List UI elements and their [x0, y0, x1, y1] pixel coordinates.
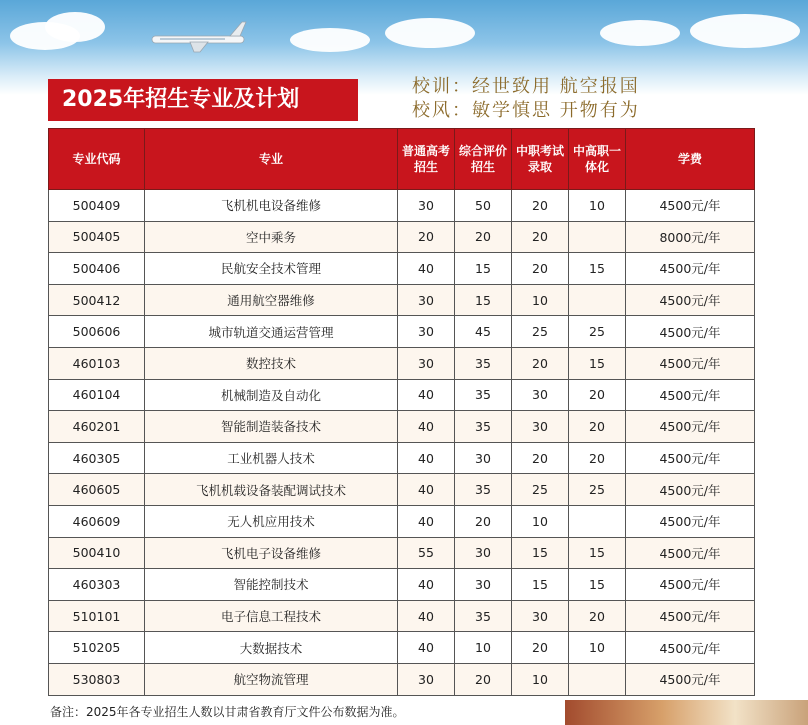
tuition-cell: 4500元/年 [626, 600, 755, 632]
code-cell: 500410 [49, 537, 145, 569]
gaokao-cell: 30 [398, 663, 455, 695]
page-title: 2025年招生专业及计划 [48, 79, 358, 121]
table-row [49, 190, 755, 222]
major-cell: 城市轨道交通运营管理 [145, 316, 398, 348]
table-row [49, 632, 755, 664]
cloud [290, 28, 370, 52]
footnote: 备注：2025年各专业招生人数以甘肃省教育厅文件公布数据为准。 [50, 705, 405, 719]
vocational-cell: 25 [512, 316, 569, 348]
gaokao-cell: 30 [398, 284, 455, 316]
tuition-cell: 4500元/年 [626, 569, 755, 601]
tuition-cell: 4500元/年 [626, 253, 755, 285]
major-cell: 电子信息工程技术 [145, 600, 398, 632]
integrated-cell: 20 [569, 379, 626, 411]
table-row [49, 347, 755, 379]
major-cell: 民航安全技术管理 [145, 253, 398, 285]
cloud [600, 20, 680, 46]
tuition-cell: 4500元/年 [626, 190, 755, 222]
code-cell: 460103 [49, 347, 145, 379]
header-code: 专业代码 [49, 129, 145, 190]
gaokao-cell: 30 [398, 190, 455, 222]
integrated-cell [569, 221, 626, 253]
tuition-cell: 4500元/年 [626, 379, 755, 411]
major-cell: 通用航空器维修 [145, 284, 398, 316]
table-body [49, 190, 755, 696]
tuition-cell: 4500元/年 [626, 347, 755, 379]
gaokao-cell: 20 [398, 221, 455, 253]
integrated-cell [569, 505, 626, 537]
comprehensive-cell: 30 [455, 442, 512, 474]
cloud [45, 12, 105, 42]
enrollment-plan-table [48, 128, 755, 696]
cloud [690, 14, 800, 48]
gaokao-cell: 40 [398, 632, 455, 664]
major-cell: 飞机电子设备维修 [145, 537, 398, 569]
school-motto: 校训：经世致用 航空报国 [412, 76, 640, 97]
gaokao-cell: 40 [398, 253, 455, 285]
tuition-cell: 8000元/年 [626, 221, 755, 253]
tuition-cell: 4500元/年 [626, 505, 755, 537]
integrated-cell: 20 [569, 442, 626, 474]
integrated-cell [569, 663, 626, 695]
comprehensive-cell: 35 [455, 379, 512, 411]
tuition-cell: 4500元/年 [626, 474, 755, 506]
comprehensive-cell: 50 [455, 190, 512, 222]
code-cell: 500412 [49, 284, 145, 316]
gaokao-cell: 40 [398, 474, 455, 506]
comprehensive-cell: 10 [455, 632, 512, 664]
gaokao-cell: 40 [398, 411, 455, 443]
code-cell: 500606 [49, 316, 145, 348]
code-cell: 510205 [49, 632, 145, 664]
vocational-cell: 20 [512, 442, 569, 474]
gaokao-cell: 40 [398, 379, 455, 411]
header-tuition: 学费 [626, 129, 755, 190]
major-cell: 飞机机载设备装配调试技术 [145, 474, 398, 506]
major-cell: 航空物流管理 [145, 663, 398, 695]
major-cell: 智能制造装备技术 [145, 411, 398, 443]
integrated-cell: 15 [569, 253, 626, 285]
major-cell: 工业机器人技术 [145, 442, 398, 474]
major-cell: 空中乘务 [145, 221, 398, 253]
code-cell: 460605 [49, 474, 145, 506]
code-cell: 460104 [49, 379, 145, 411]
integrated-cell: 25 [569, 474, 626, 506]
integrated-cell: 20 [569, 600, 626, 632]
comprehensive-cell: 35 [455, 474, 512, 506]
header-major: 专业 [145, 129, 398, 190]
code-cell: 530803 [49, 663, 145, 695]
comprehensive-cell: 45 [455, 316, 512, 348]
comprehensive-cell: 35 [455, 347, 512, 379]
gaokao-cell: 30 [398, 316, 455, 348]
integrated-cell: 10 [569, 632, 626, 664]
integrated-cell: 20 [569, 411, 626, 443]
table-row [49, 537, 755, 569]
gaokao-cell: 40 [398, 442, 455, 474]
tuition-cell: 4500元/年 [626, 442, 755, 474]
vocational-cell: 10 [512, 663, 569, 695]
major-cell: 机械制造及自动化 [145, 379, 398, 411]
code-cell: 500406 [49, 253, 145, 285]
vocational-cell: 20 [512, 632, 569, 664]
table-row [49, 253, 755, 285]
airplane-icon [150, 20, 250, 54]
code-cell: 460201 [49, 411, 145, 443]
table-row [49, 284, 755, 316]
vocational-cell: 20 [512, 347, 569, 379]
code-cell: 510101 [49, 600, 145, 632]
tuition-cell: 4500元/年 [626, 284, 755, 316]
table-row [49, 411, 755, 443]
integrated-cell: 15 [569, 347, 626, 379]
vocational-cell: 30 [512, 600, 569, 632]
header-integrated: 中高职一体化 [569, 129, 626, 190]
tuition-cell: 4500元/年 [626, 316, 755, 348]
tuition-cell: 4500元/年 [626, 663, 755, 695]
gaokao-cell: 40 [398, 569, 455, 601]
integrated-cell: 25 [569, 316, 626, 348]
integrated-cell: 10 [569, 190, 626, 222]
code-cell: 500409 [49, 190, 145, 222]
comprehensive-cell: 30 [455, 569, 512, 601]
comprehensive-cell: 20 [455, 221, 512, 253]
comprehensive-cell: 15 [455, 284, 512, 316]
gaokao-cell: 55 [398, 537, 455, 569]
tuition-cell: 4500元/年 [626, 411, 755, 443]
major-cell: 飞机机电设备维修 [145, 190, 398, 222]
table-row [49, 474, 755, 506]
header-vocational: 中职考试录取 [512, 129, 569, 190]
school-ethos: 校风：敏学慎思 开物有为 [412, 100, 640, 121]
table-row [49, 505, 755, 537]
table-row [49, 316, 755, 348]
comprehensive-cell: 20 [455, 505, 512, 537]
table-header-row [49, 129, 755, 190]
vocational-cell: 30 [512, 411, 569, 443]
table-row [49, 663, 755, 695]
integrated-cell: 15 [569, 569, 626, 601]
vocational-cell: 10 [512, 284, 569, 316]
comprehensive-cell: 35 [455, 411, 512, 443]
gaokao-cell: 30 [398, 347, 455, 379]
code-cell: 460303 [49, 569, 145, 601]
comprehensive-cell: 30 [455, 537, 512, 569]
gaokao-cell: 40 [398, 600, 455, 632]
vocational-cell: 25 [512, 474, 569, 506]
campus-photo [565, 700, 808, 725]
code-cell: 460305 [49, 442, 145, 474]
table-row [49, 221, 755, 253]
integrated-cell: 15 [569, 537, 626, 569]
code-cell: 460609 [49, 505, 145, 537]
gaokao-cell: 40 [398, 505, 455, 537]
vocational-cell: 20 [512, 253, 569, 285]
major-cell: 无人机应用技术 [145, 505, 398, 537]
comprehensive-cell: 15 [455, 253, 512, 285]
comprehensive-cell: 20 [455, 663, 512, 695]
vocational-cell: 20 [512, 190, 569, 222]
tuition-cell: 4500元/年 [626, 632, 755, 664]
code-cell: 500405 [49, 221, 145, 253]
vocational-cell: 30 [512, 379, 569, 411]
vocational-cell: 15 [512, 569, 569, 601]
tuition-cell: 4500元/年 [626, 537, 755, 569]
vocational-cell: 20 [512, 221, 569, 253]
major-cell: 大数据技术 [145, 632, 398, 664]
table-row [49, 600, 755, 632]
comprehensive-cell: 35 [455, 600, 512, 632]
major-cell: 数控技术 [145, 347, 398, 379]
table-row [49, 379, 755, 411]
cloud [385, 18, 475, 48]
vocational-cell: 15 [512, 537, 569, 569]
major-cell: 智能控制技术 [145, 569, 398, 601]
table-row [49, 442, 755, 474]
header-gaokao: 普通高考招生 [398, 129, 455, 190]
table-row [49, 569, 755, 601]
integrated-cell [569, 284, 626, 316]
header-comprehensive: 综合评价招生 [455, 129, 512, 190]
vocational-cell: 10 [512, 505, 569, 537]
